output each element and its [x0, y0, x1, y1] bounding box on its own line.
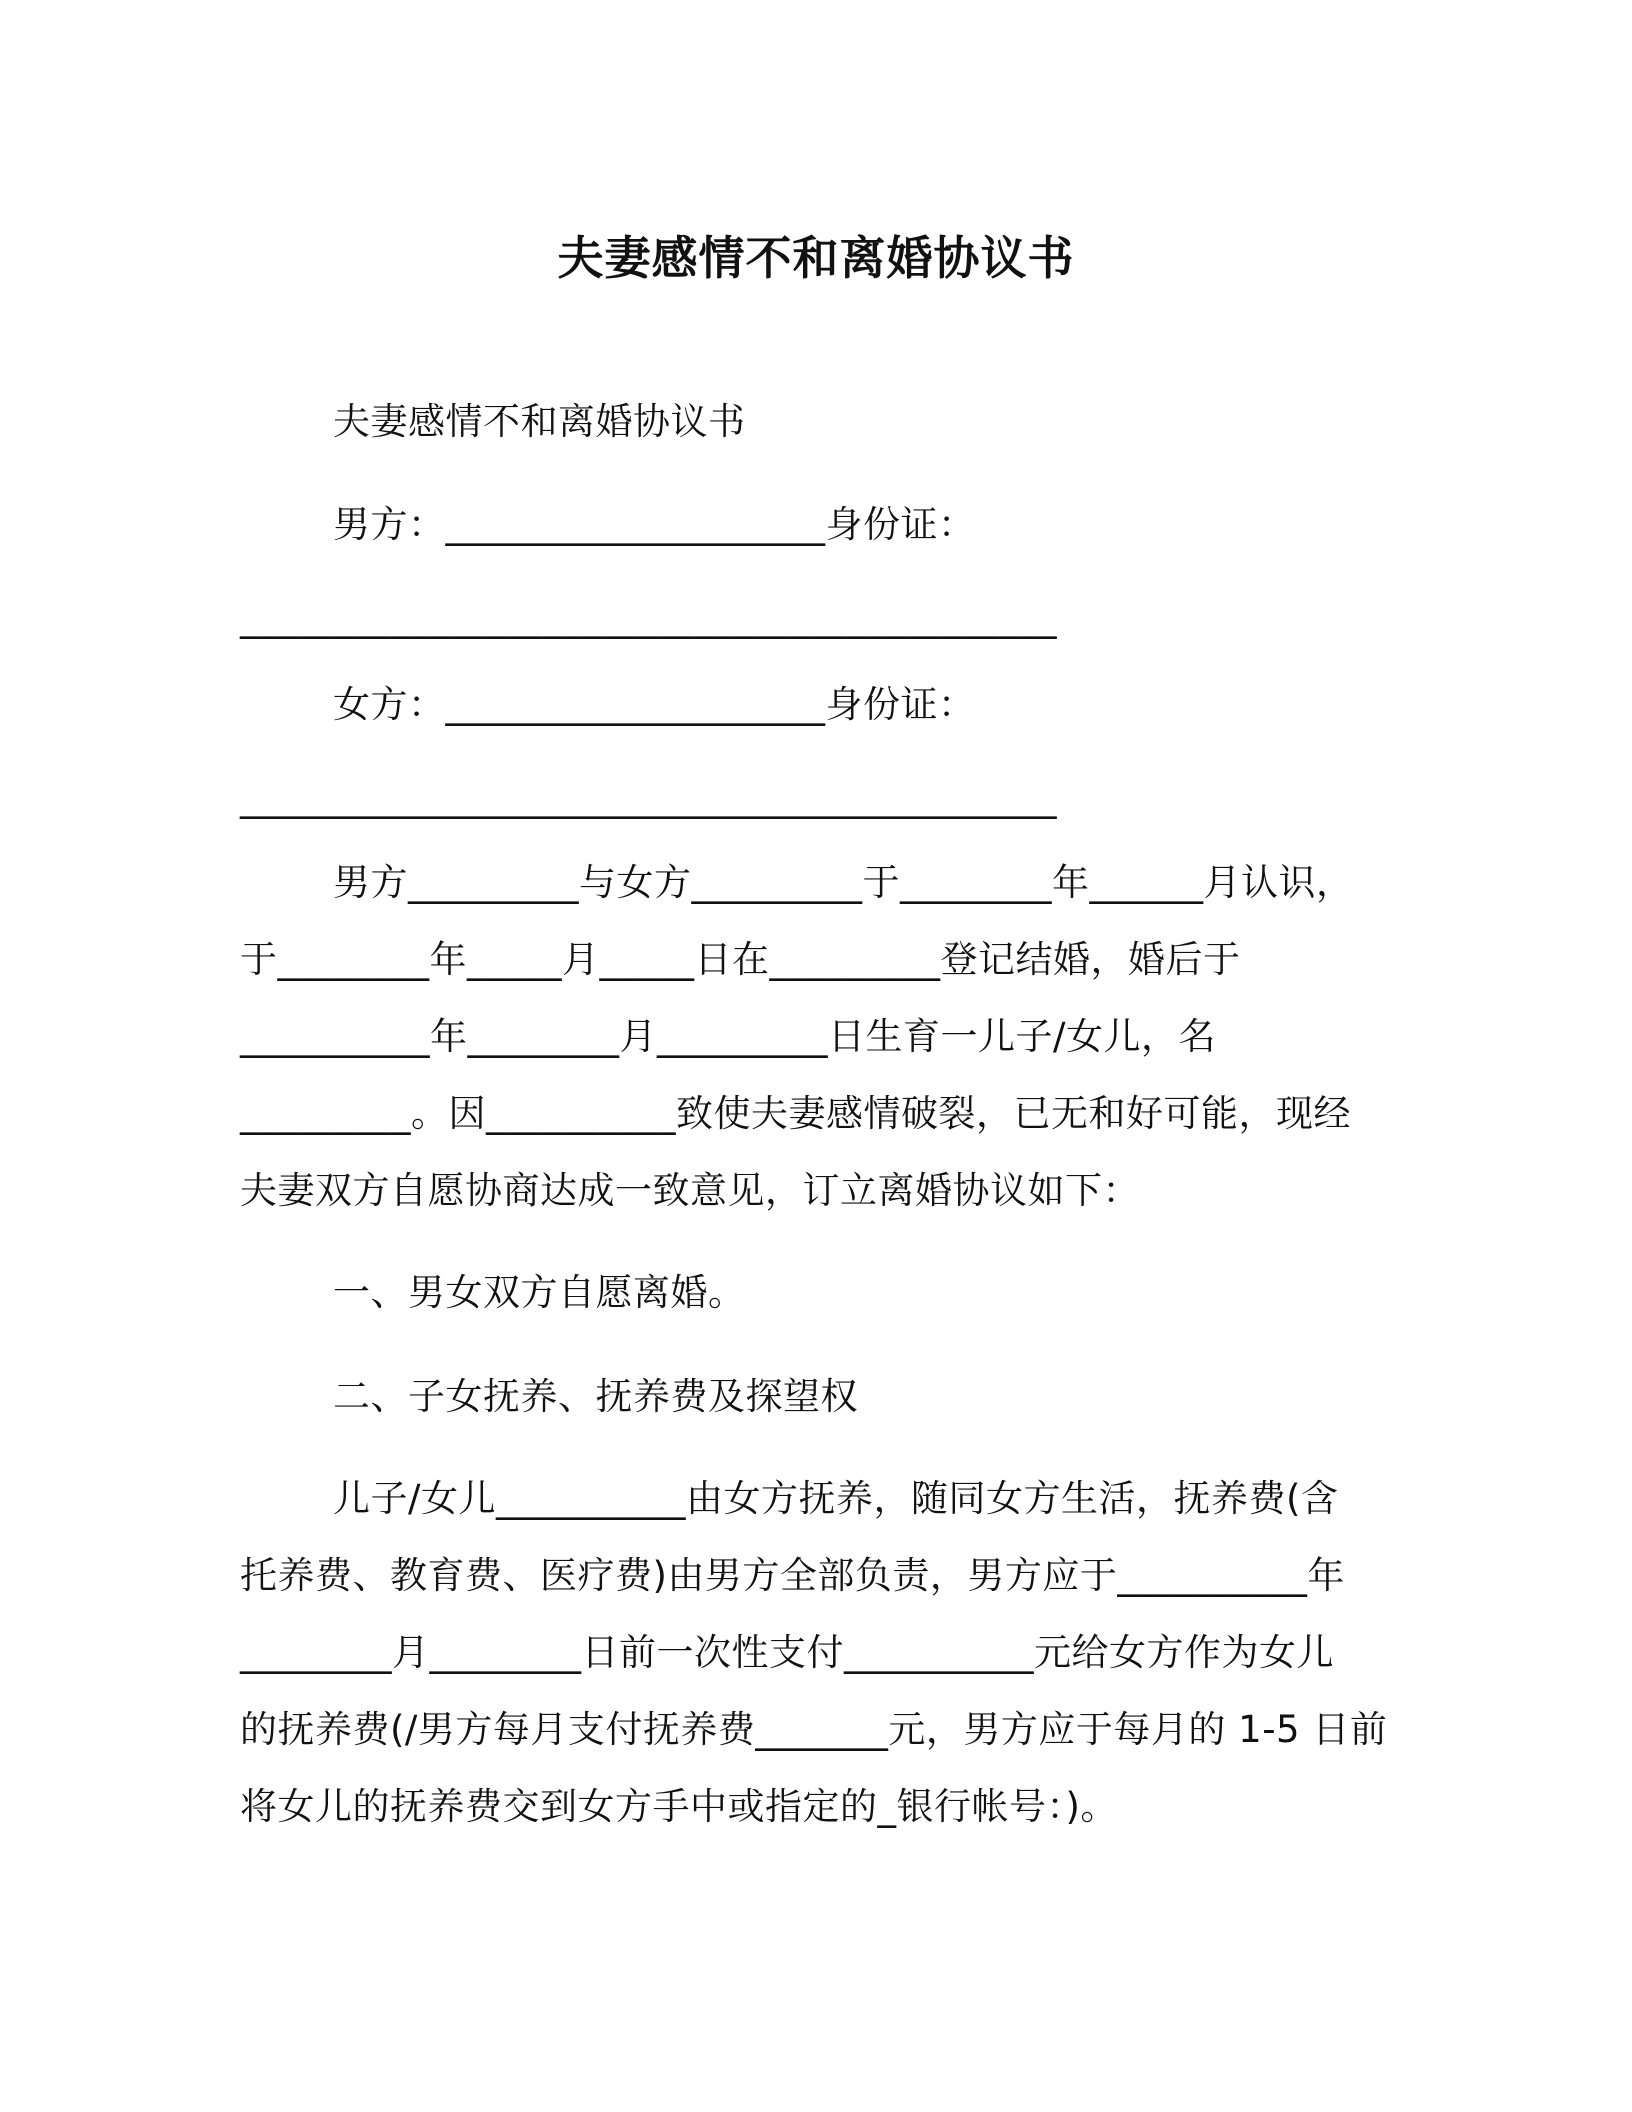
male-id-blank-line: ___________________________________________ — [240, 596, 1057, 639]
paragraph-line: 于________年_____月_____日在_________登记结婚，婚后于 — [240, 938, 1241, 981]
paragraph-line: 的抚养费(/男方每月支付抚养费_______元，男方应于每月的 1-5 日前 — [240, 1708, 1388, 1751]
paragraph-line: _________。因__________致使夫妻感情破裂，已无和好可能，现经 — [240, 1092, 1351, 1135]
clause-one-heading: 一、男女双方自愿离婚。 — [333, 1271, 746, 1314]
paragraph-line: 儿子/女儿__________由女方抚养，随同女方生活，抚养费(含 — [333, 1477, 1339, 1520]
male-party-line: 男方：____________________身份证： — [333, 503, 976, 546]
female-id-blank-line: ___________________________________________ — [240, 776, 1057, 819]
paragraph-line: __________年________月_________日生育一儿子/女儿，名 — [240, 1015, 1216, 1058]
paragraph-line: 夫妻双方自愿协商达成一致意见，订立离婚协议如下： — [240, 1169, 1140, 1212]
paragraph-line: 将女儿的抚养费交到女方手中或指定的_银行帐号：)。 — [240, 1785, 1118, 1828]
paragraph-line: 托养费、教育费、医疗费)由男方全部负责，男方应于__________年 — [240, 1554, 1345, 1597]
paragraph-line: 男方_________与女方_________于________年______月认识， — [333, 861, 1354, 904]
clause-two-heading: 二、子女抚养、抚养费及探望权 — [333, 1375, 858, 1418]
paragraph-line: ________月________日前一次性支付__________元给女方作为女儿 — [240, 1631, 1334, 1674]
subtitle: 夫妻感情不和离婚协议书 — [333, 400, 746, 443]
female-party-line: 女方：____________________身份证： — [333, 683, 976, 726]
document-title: 夫妻感情不和离婚协议书 — [557, 231, 1075, 285]
